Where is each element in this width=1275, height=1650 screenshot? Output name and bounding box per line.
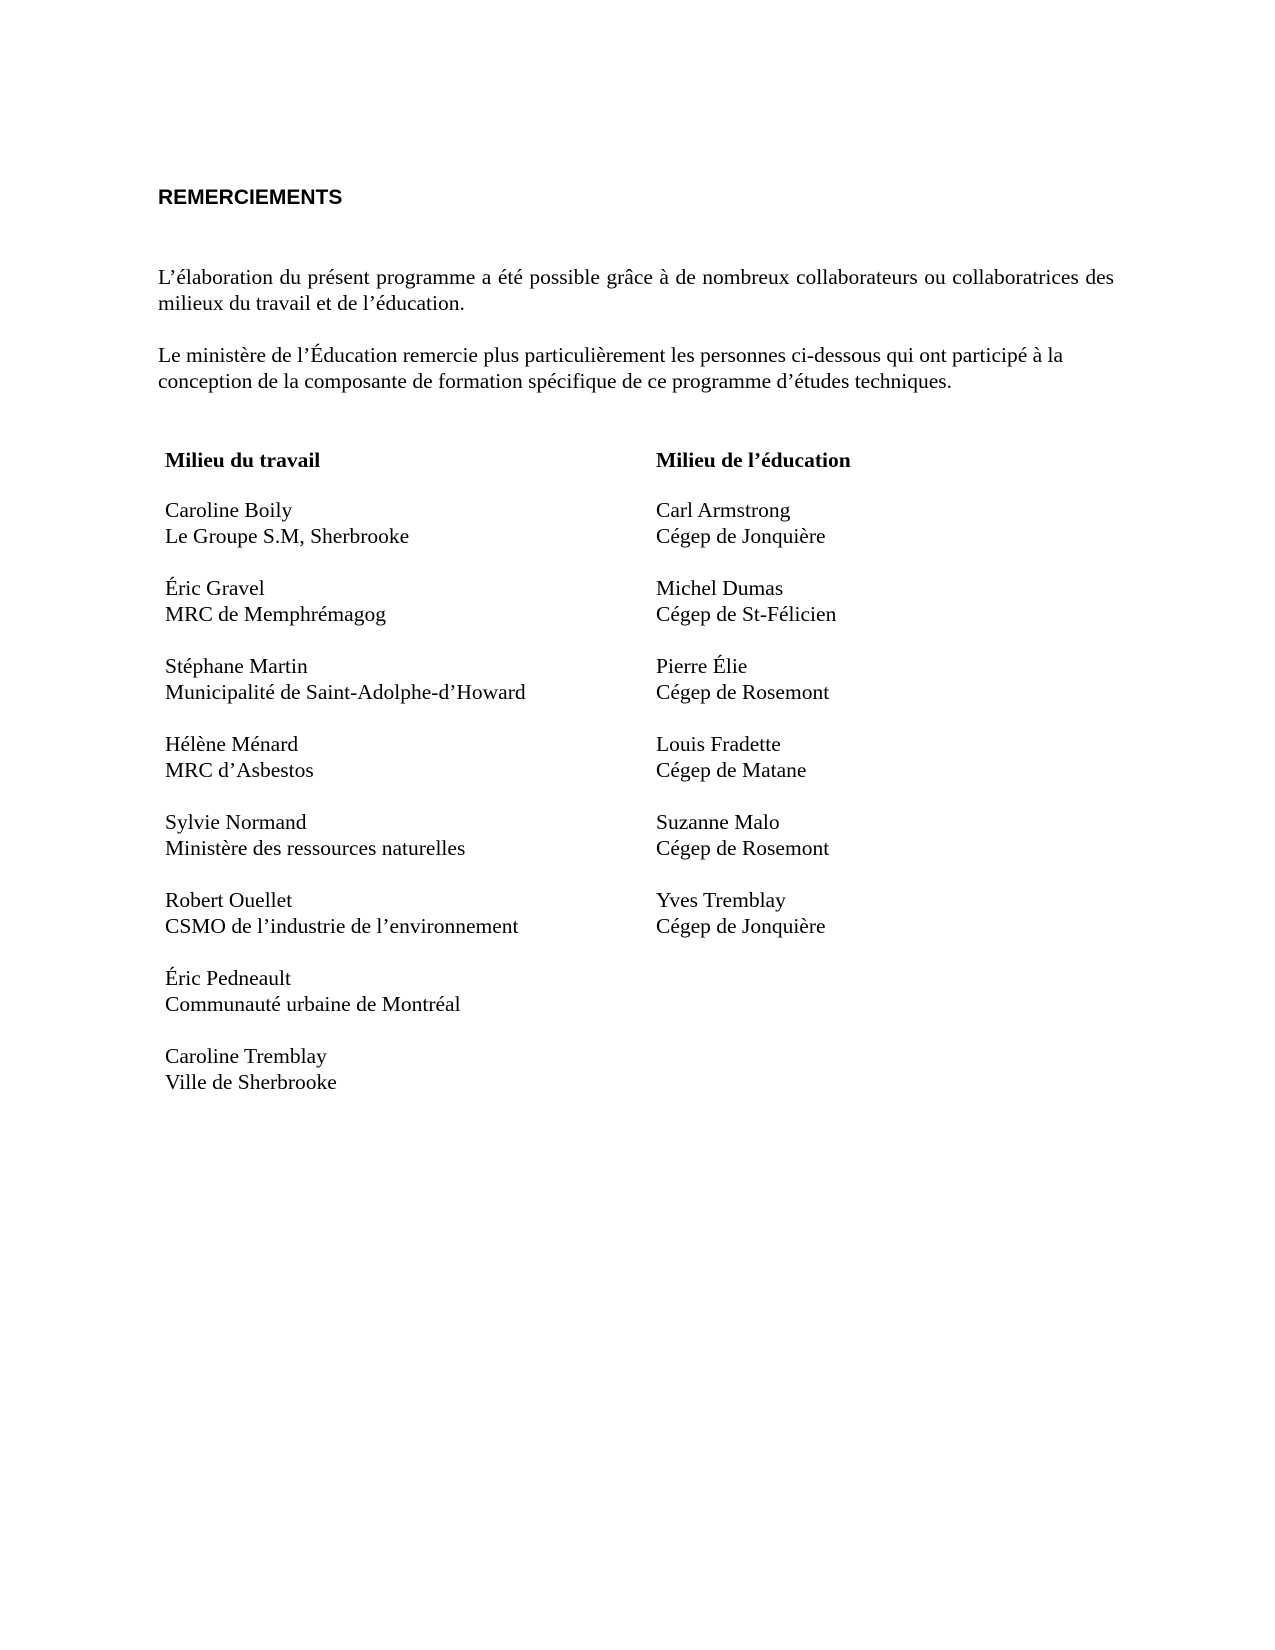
- person-organization: Cégep de Matane: [656, 758, 807, 782]
- person-organization: Ville de Sherbrooke: [165, 1070, 337, 1094]
- thanks-paragraph: Le ministère de l’Éducation remercie plus particulièrement les personnes ci-dessous qui ont participé à la conception de la composante de formation spécifique de ce programme d’études techniques.: [158, 343, 1064, 393]
- person-entry: [165, 809, 645, 861]
- person-entry: [656, 887, 1116, 939]
- person-name: Éric Gravel: [165, 576, 265, 600]
- person-organization: Le Groupe S.M, Sherbrooke: [165, 524, 410, 548]
- person-organization: Cégep de Jonquière: [656, 524, 826, 548]
- person-name: Caroline Boily: [165, 498, 293, 522]
- person-organization: Municipalité de Saint-Adolphe-d’Howard: [165, 680, 526, 704]
- education-column: [656, 447, 1116, 965]
- person-entry: [656, 653, 1116, 705]
- person-entry: [165, 887, 645, 939]
- person-name: Sylvie Normand: [165, 810, 307, 834]
- person-entry: [165, 1043, 645, 1095]
- person-name: Michel Dumas: [656, 576, 784, 600]
- work-column: [165, 447, 645, 1121]
- person-name: Robert Ouellet: [165, 888, 293, 912]
- work-column-heading: Milieu du travail: [165, 448, 321, 472]
- person-name: Louis Fradette: [656, 732, 781, 756]
- education-column-heading: Milieu de l’éducation: [656, 448, 851, 472]
- person-organization: MRC de Memphrémagog: [165, 602, 386, 626]
- intro-paragraph: L’élaboration du présent programme a été possible grâce à de nombreux collaborateurs ou collaboratrices des milieux du travail et de l’éducation.: [158, 265, 1114, 315]
- person-organization: Ministère des ressources naturelles: [165, 836, 466, 860]
- person-entry: [165, 575, 645, 627]
- person-organization: Communauté urbaine de Montréal: [165, 992, 461, 1016]
- person-name: Caroline Tremblay: [165, 1044, 327, 1068]
- person-entry: [656, 497, 1116, 549]
- person-organization: MRC d’Asbestos: [165, 758, 314, 782]
- person-entry: [656, 575, 1116, 627]
- page-title: REMERCIEMENTS: [158, 186, 343, 209]
- person-organization: Cégep de St-Félicien: [656, 602, 837, 626]
- person-entry: [656, 809, 1116, 861]
- person-entry: [656, 731, 1116, 783]
- person-entry: [165, 965, 645, 1017]
- person-organization: Cégep de Jonquière: [656, 914, 826, 938]
- person-name: Carl Armstrong: [656, 498, 791, 522]
- person-name: Suzanne Malo: [656, 810, 780, 834]
- person-entry: [165, 497, 645, 549]
- person-entry: [165, 731, 645, 783]
- person-organization: Cégep de Rosemont: [656, 680, 830, 704]
- person-name: Hélène Ménard: [165, 732, 299, 756]
- person-name: Yves Tremblay: [656, 888, 786, 912]
- person-organization: CSMO de l’industrie de l’environnement: [165, 914, 519, 938]
- person-name: Éric Pedneault: [165, 966, 291, 990]
- person-name: Pierre Élie: [656, 654, 748, 678]
- person-name: Stéphane Martin: [165, 654, 308, 678]
- person-entry: [165, 653, 645, 705]
- person-organization: Cégep de Rosemont: [656, 836, 830, 860]
